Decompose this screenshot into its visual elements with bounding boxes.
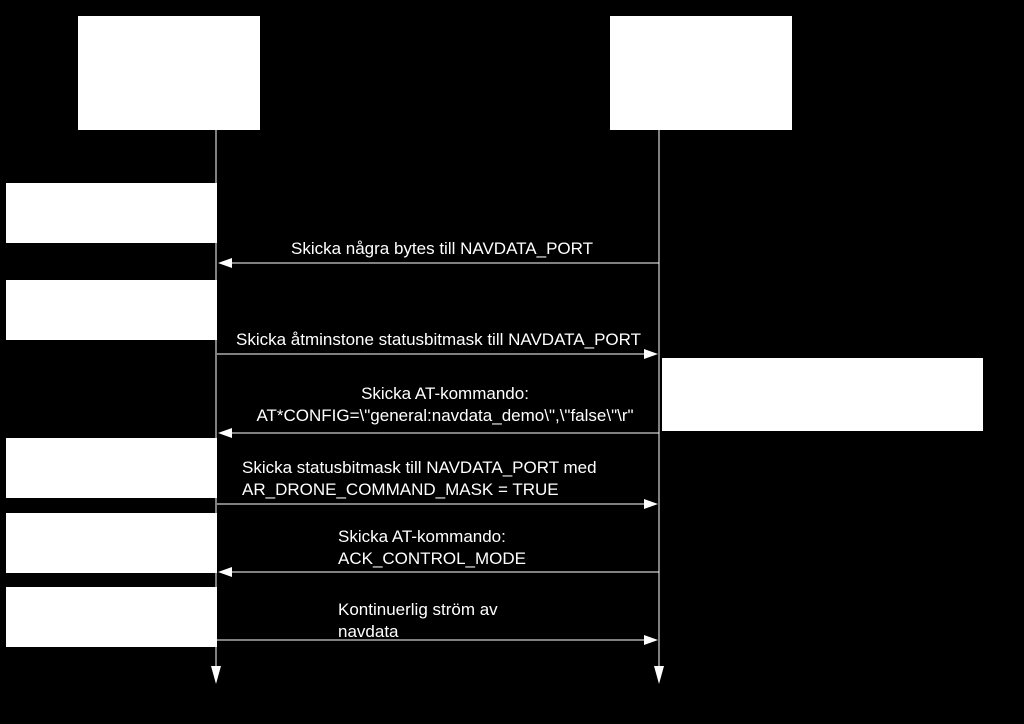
- message-4-line-2: AR_DRONE_COMMAND_MASK = TRUE: [242, 480, 559, 499]
- message-5-line-1: Skicka AT-kommando:: [338, 527, 506, 546]
- message-6-line-1: Kontinuerlig ström av: [338, 600, 498, 619]
- message-label-2: [217, 329, 660, 351]
- message-arrowhead-1: [218, 258, 232, 268]
- message-6-line-2: navdata: [338, 622, 399, 641]
- message-label-1: [232, 238, 652, 260]
- lifeline-right-arrowhead: [654, 666, 664, 684]
- message-4-line-1: Skicka statusbitmask till NAVDATA_PORT med: [242, 458, 597, 477]
- message-1-line-1: Skicka några bytes till NAVDATA_PORT: [290, 239, 593, 258]
- message-label-6: [338, 599, 638, 643]
- message-label-4: [242, 457, 652, 501]
- message-5-line-2: ACK_CONTROL_MODE: [338, 549, 526, 568]
- lifeline-left-arrowhead: [211, 666, 221, 684]
- message-2-line-1: Skicka åtminstone statusbitmask till NAVDATA_PORT: [236, 330, 641, 349]
- message-arrowhead-6: [644, 635, 658, 645]
- message-arrowhead-3: [218, 428, 232, 438]
- message-3-line-1: Skicka AT-kommando:: [361, 384, 529, 403]
- message-3-line-2: AT*CONFIG=\"general:navdata_demo\",\"false\"\r": [256, 406, 634, 425]
- message-arrowhead-5: [218, 567, 232, 577]
- message-label-3: [225, 383, 665, 427]
- message-label-5: [338, 526, 638, 570]
